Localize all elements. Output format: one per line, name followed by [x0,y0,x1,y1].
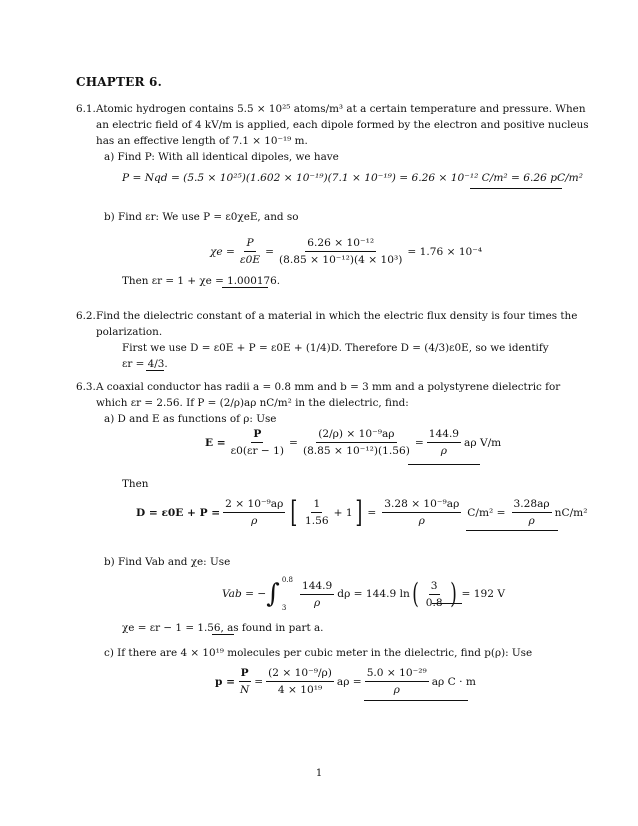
integral-limits [282,576,293,612]
denominator: ε0(εr − 1) [230,445,285,457]
answer-underline [408,464,480,465]
fraction [266,666,334,697]
numerator: 3 [429,579,440,595]
equation-rhs: = 1.76 × 10⁻⁴ [407,245,483,258]
problem-text-line: which εr = 2.56. If P = (2/ρ)aρ nC/m² in the dielectric, find: [96,397,409,409]
problem-number: 6.1. [76,103,96,115]
denominator: N [239,684,250,696]
equation-lhs: Vab = − [222,588,267,600]
answer-underline [212,634,234,635]
answer-underline [364,700,468,701]
plus-one: + 1 [333,506,353,519]
equation-unit: aρ C · m [431,675,476,688]
problem-text-line: First we use D = ε0E + P = ε0E + (1/4)D. Therefore D = (4/3)ε0E, so we identify [122,342,549,354]
denominator: ε0E [239,254,261,266]
equation-unit: C/m² = [467,506,506,519]
part-b-label: b) Find εr: We use P = ε0χeE, and so [104,211,299,223]
denominator: ρ [393,684,400,696]
denominator: 1.56 [305,515,329,527]
fraction [229,427,286,458]
denominator: (8.85 × 10⁻¹²)(4 × 10³) [279,254,403,266]
lower-limit: 3 [281,604,287,612]
equation-text: aρ = [336,675,362,688]
numerator: 5.0 × 10⁻²⁹ [365,666,429,682]
fraction [512,497,552,528]
problem-text-line: Atomic hydrogen contains 5.5 × 10²⁵ atoms/m³ at a certain temperature and pressure. When [96,103,586,115]
integral-sign: ∫ [266,579,280,609]
part-b-label: b) Find Vab and χe: Use [104,556,231,568]
numerator: P [239,666,251,682]
fraction [223,497,285,528]
left-bracket: [ [290,494,298,530]
numerator: (2 × 10⁻⁹/ρ) [266,666,334,682]
equation-rhs: = 192 V [461,588,506,600]
fraction [365,666,429,697]
chapter-heading: CHAPTER 6. [76,75,162,89]
equals-sign: = [265,245,274,258]
answer-underline [222,287,268,288]
equation-polarization [122,172,583,184]
part-a-label: a) D and E as functions of ρ: Use [104,413,277,425]
part-a-label: a) Find P: With all identical dipoles, we have [104,151,339,163]
problem-text-line: εr = 4/3. [122,358,168,370]
numerator: 1 [311,497,322,513]
problem-number: 6.3. [76,381,96,393]
numerator: 144.9 [300,579,334,595]
numerator: 6.26 × 10⁻¹² [305,236,376,252]
equation-lhs: p = [215,675,235,688]
problem-text-line: polarization. [96,326,163,338]
problem-text-line: has an effective length of 7.1 × 10⁻¹⁹ m. [96,135,308,147]
equation-lhs: D = ε0E + P = [136,506,221,519]
fraction [238,236,262,267]
equation-electric-field [205,427,501,458]
problem-text-line: A coaxial conductor has radii a = 0.8 mm and b = 3 mm and a polystyrene dielectric for [96,381,561,393]
numerator: P [251,427,263,443]
equation-text: dρ = 144.9 ln [337,588,410,600]
numerator: 3.28aρ [512,497,552,513]
denominator: ρ [314,596,321,609]
denominator: ρ [528,515,535,527]
denominator: ρ [251,515,258,527]
equation-lhs: χe = [210,245,235,258]
equals-sign: = [367,506,377,519]
fraction [300,579,334,610]
numerator: (2/ρ) × 10⁻⁹aρ [316,427,396,443]
denominator: 0.8 [425,596,443,609]
equals-sign: = [289,436,298,449]
answer-underline [432,603,462,604]
equation-unit: aρ V/m [464,436,502,449]
denominator: (8.85 × 10⁻¹²)(1.56) [302,445,410,457]
equation-text: P = Nqd = (5.5 × 10²⁵)(1.602 × 10⁻¹⁹)(7.1 × 10⁻¹⁹) = 6.26 × 10⁻¹² C/m² = 6.26 pC/m² [122,172,583,184]
chi-line: χe = εr − 1 = 1.56, as found in part a. [122,622,324,634]
then-line: Then εr = 1 + χe = 1.000176. [122,275,280,287]
denominator: ρ [418,515,425,527]
problem-text-line: an electric field of 4 kV/m is applied, each dipole formed by the electron and positive nucleus [96,119,589,131]
equation-lhs: E = [205,436,226,449]
fraction [427,427,461,458]
equation-susceptibility [210,236,482,267]
answer-underline [466,530,558,531]
right-paren: ) [449,577,457,610]
right-bracket: ] [354,494,362,530]
numerator: 2 × 10⁻⁹aρ [223,497,285,513]
fraction [424,579,445,610]
upper-limit: 0.8 [281,576,293,584]
answer-underline [146,370,164,371]
then-label: Then [122,478,149,490]
numerator: P [244,236,255,252]
denominator: 4 × 10¹⁹ [277,684,323,696]
equation-dipole-moment [215,666,476,697]
fraction [238,666,251,697]
problem-number: 6.2. [76,310,96,322]
fraction [277,236,404,267]
problem-text-line: Find the dielectric constant of a material in which the electric flux density is four times the [96,310,578,322]
fraction [382,497,461,528]
page-number: 1 [315,768,323,779]
numerator: 3.28 × 10⁻⁹aρ [382,497,461,513]
answer-underline [470,188,562,189]
fraction [301,427,412,458]
equation-potential [222,576,505,612]
numerator: 144.9 [427,427,461,443]
denominator: ρ [440,445,447,457]
equation-unit: nC/m² [554,506,588,519]
equation-flux-density [136,494,588,530]
equals-sign: = [414,436,424,449]
left-paren: ( [412,577,419,610]
fraction [303,497,331,528]
part-c-label: c) If there are 4 × 10¹⁹ molecules per cubic meter in the dielectric, find p(ρ): Use [104,647,533,659]
equals-sign: = [254,675,264,688]
